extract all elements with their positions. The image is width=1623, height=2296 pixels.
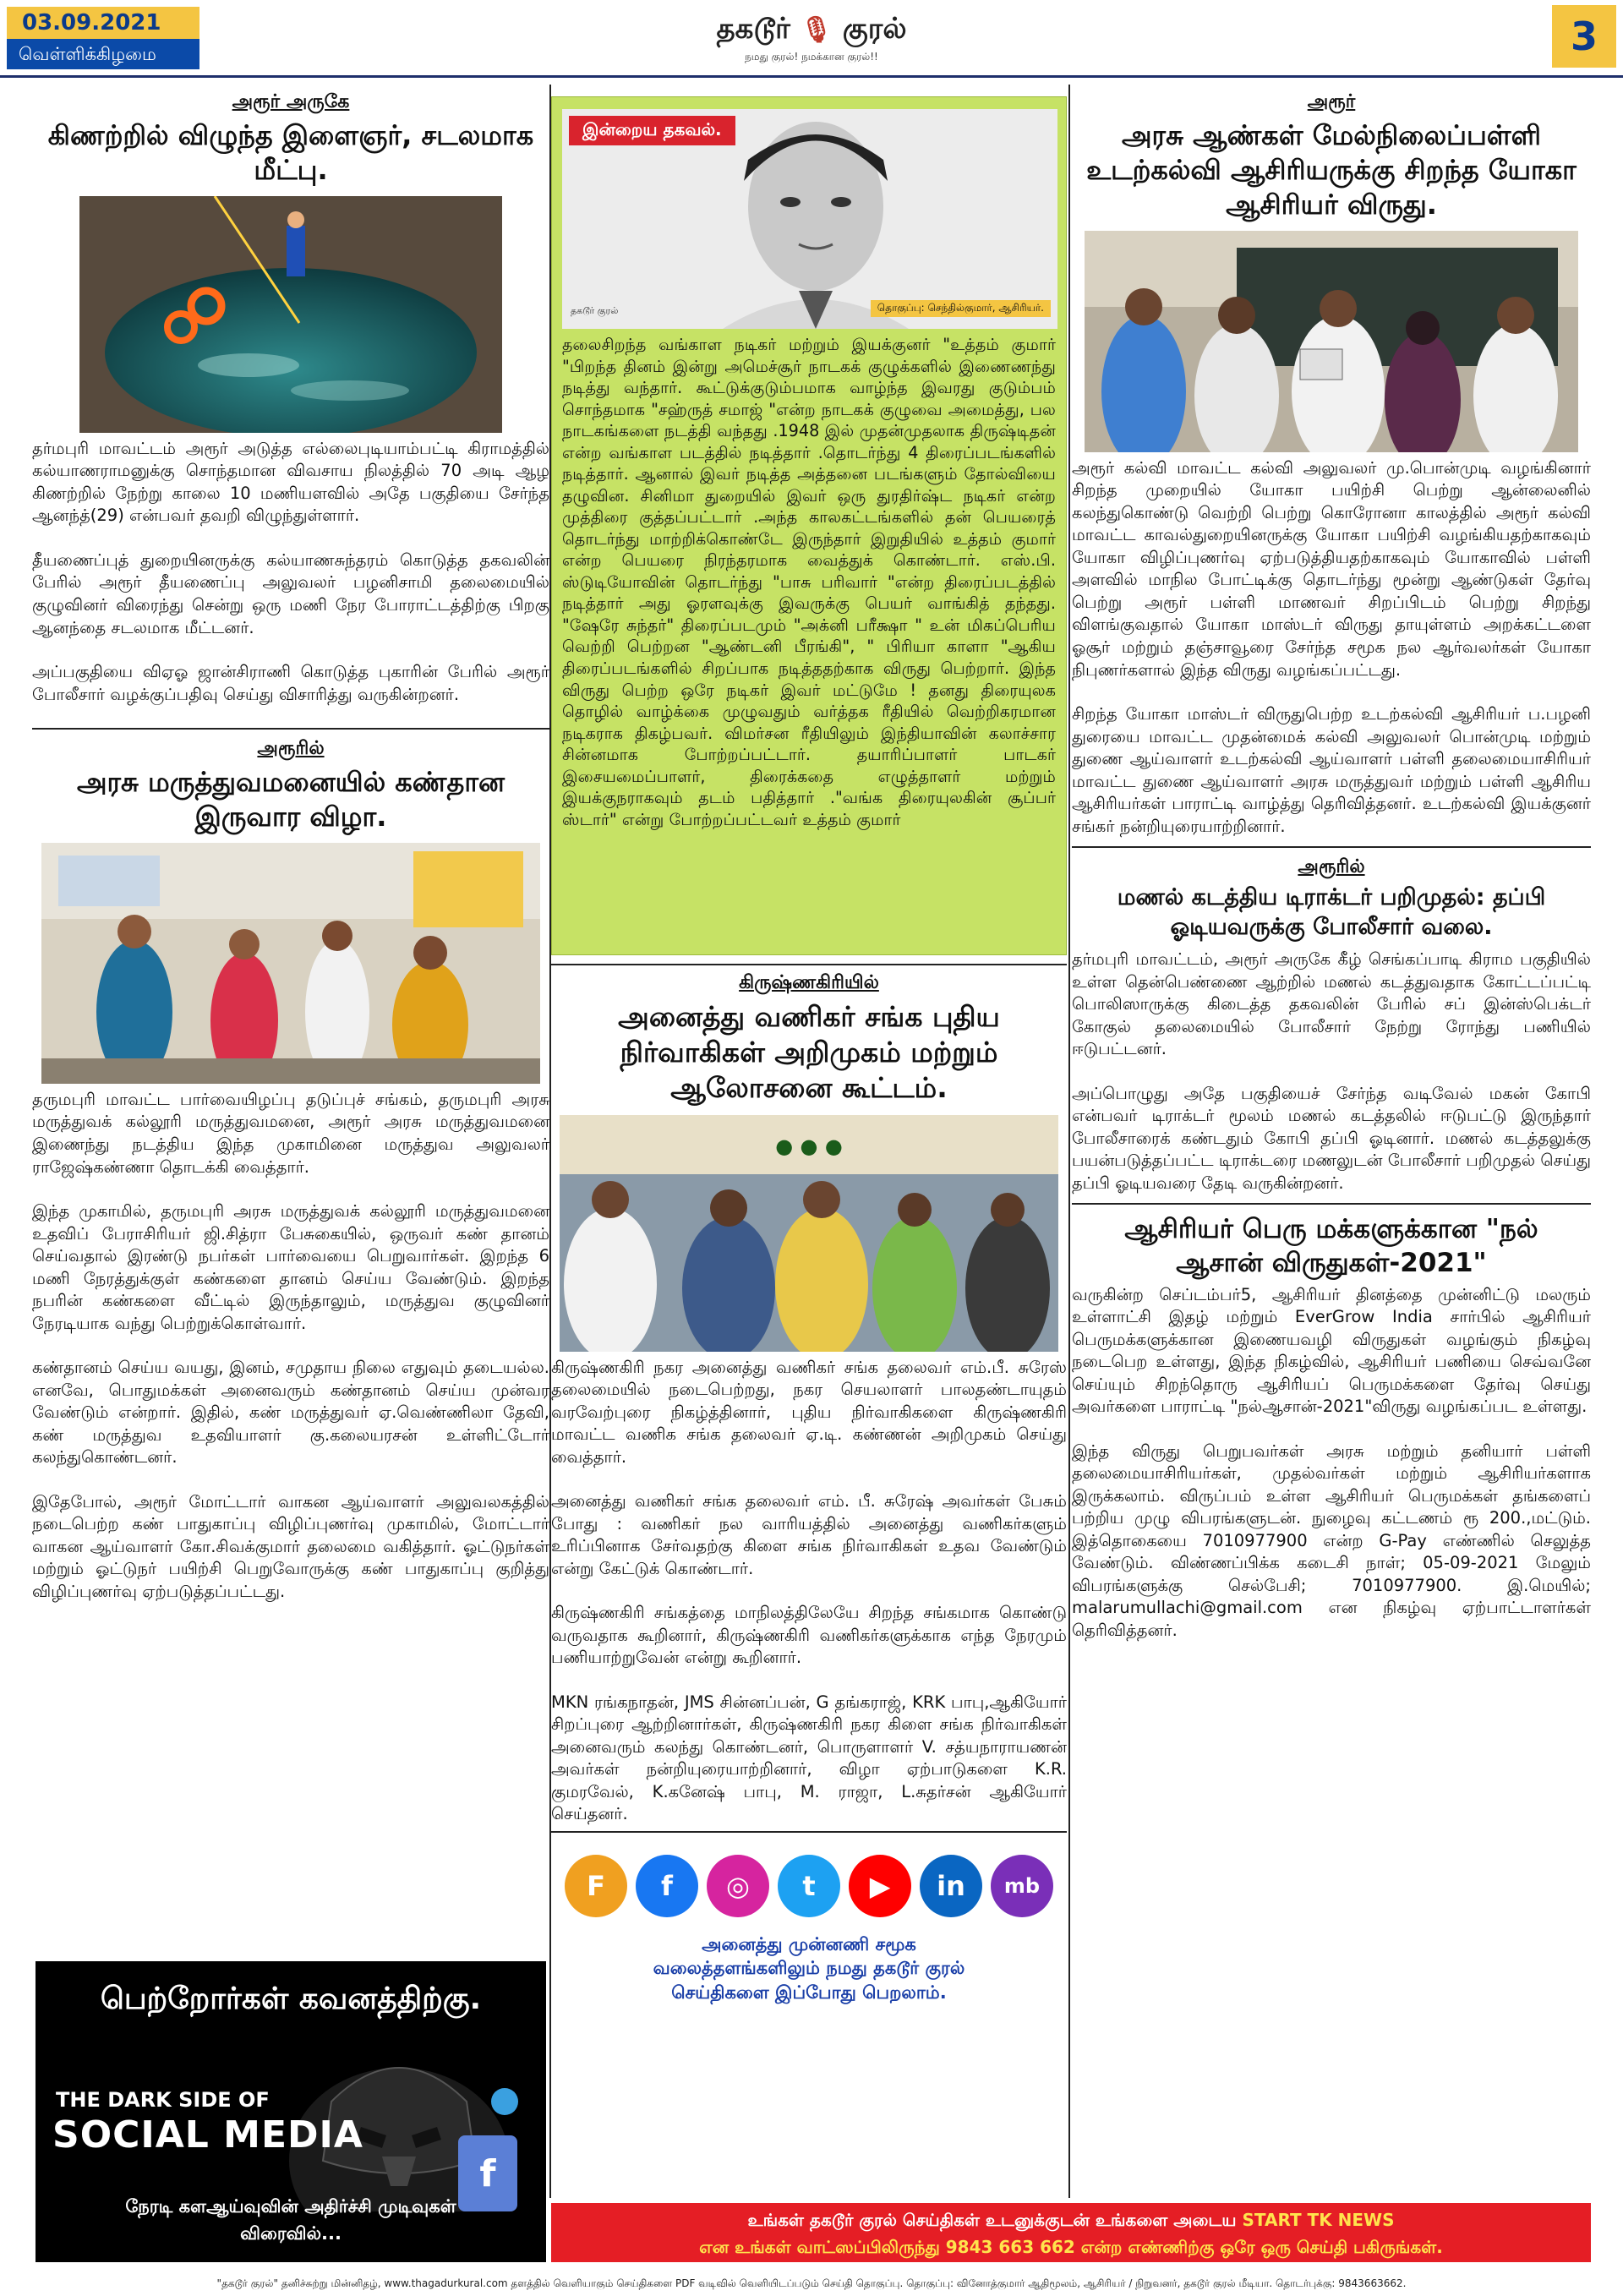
banner-line1-text: உங்கள் தகடூர் குரல் செய்திகள் உடனுக்குடன் உங்களை அடைய [747,2210,1237,2230]
section-divider [1072,1203,1591,1205]
social-caption-line: அனைத்து முன்னணி சமூக [702,1933,916,1954]
column-left [32,85,549,2244]
banner-line2: என உங்கள் வாட்ஸப்பிலிருந்து 9843 663 662 என்ற எண்ணிற்கு ஒரே ஒரு செய்தி பகிருங்கள். [699,2237,1443,2257]
masthead [642,12,981,64]
feature-box [551,96,1067,955]
story-body [551,1357,1067,1826]
story-headline: அரசு ஆண்கள் மேல்நிலைப்பள்ளி உடற்கல்வி ஆசிரியருக்கு சிறந்த யோகா ஆசிரியர் விருது. [1086,119,1577,221]
story-headline: அரசு மருத்துவமனையில் கண்தான இருவார விழா. [76,766,505,834]
section-divider [32,728,549,730]
feature-text: தலைசிறந்த வங்காள நடிகர் மற்றும் இயக்குனர் "உத்தம் குமார் "பிறந்த தினம் இன்று அமெச்சூர் நாடகக் குழுக்களில் இணைணந்து நடித்து வந்தார். கூட்டுக்குடும்பமாக வாழ்ந்த இவரது குடும்பம் சொந்தமாக "சஹ்ருத் சமாஜ் "என்ற நாடகக் குழுவை அமைத்து, பல நாடகங்களை நடத்தி வந்தது .1948 இல் முதன்முதலாக திருஷ்டிதன் என்ற வங்காள படத்தில் நடித்தார் .தொடர்ந்து 4 திரைப்படங்களில் நடித்தார். ஆனால் இவர் நடித்த அத்தனை படங்களும் தோல்வியை தழுவின. சினிமா துறையில் இவர் ஒரு துரதிர்ஷ்ட நடிகர் என்ற முத்திரை குத்தப்பட்டார் .அந்த காலகட்டங்களில் தன் பெயரைத் தொடர்ந்து மாற்றிக்கொண்டே இருந்தார் இறுதியில் உத்தம் குமார் என்ற பெயரை நிரந்தரமாக வைத்துக் கொண்டார். எஸ்.பி. ஸ்டுடியோவின் தொடர்ந்து "பாசு பரிவார் "என்ற திரைப்படத்தில் நடித்தார் அது ஓரளவுக்கு இவருக்கு பெயர் வாங்கித் தந்தது. "ஷேரே சுந்தர்" திரைப்படமும் "அக்னி பரீக்ஷா " உன் மிகப்பெரிய வெற்றி பெற்றன "ஆண்டனி பீரங்கி", " பிரியா காளா "ஆகிய திரைப்படங்களில் சிறப்பாக நடித்ததற்காக விருது பெற்றார். இந்த விருது பெற்ற ஒரே நடிகர் இவர் மட்டுமே ! தனது திரையுலக தொழில் வாழ்க்கை முழுவதும் வர்த்தக ரீதியில் வெற்றிகரமான நடிகராக திகழ்பவர். விமர்சன ரீதியிலும் இந்தியாவின் கலாச்சார சின்னமாக போற்றப்பட்டார். தயாரிப்பாளர் பாடகர் இசையமைப்பாளர், திரைக்கதை எழுத்தாளர் மற்றும் இயக்குநராகவும் தடம் பதித்தார் ."வங்க திரையுலகின் சூப்பர் ஸ்டார்" என்று போற்றப்பட்டவர் உத்தம் குமார் [562,335,1056,829]
story-headline: கிணற்றில் விழுந்த இளைஞர், சடலமாக மீட்பு. [47,119,534,186]
masthead-left: தகடூர் [716,12,790,46]
feature-portrait [562,109,1057,329]
story-headline: மணல் கடத்திய டிராக்டர் பறிமுதல்: தப்பி ஓடியவருக்கு போலீசார் வலை. [1117,884,1546,940]
story-kicker: அரூர் [1307,91,1356,112]
social-media-promo [551,1855,1067,2004]
column-right [1072,85,1591,1664]
column-divider-right [1068,85,1070,2198]
story-paragraph: கிருஷ்ணகிரி சங்கத்தை மாநிலத்திலேயே சிறந்த சங்கமாக கொண்டு வருவதாக கூறினார், கிருஷ்ணகிரி வணிகர்களுக்காக எந்த நேரமும் பணியாற்றுவேன் என்று கூறினார். [551,1603,1067,1668]
ad-line1: THE DARK SIDE OF [56,2088,270,2112]
story-kicker: கிருஷ்ணகிரியில் [739,972,879,993]
story-eye-donation [32,738,549,1603]
story-paragraph: தீயணைப்புத் துறையினருக்கு கல்யாணசுந்தரம் கொடுத்த தகவலின் பேரில் அரூர் தீயணைப்பு அலுவலர் பழனிசாமி தலைமையில் குழுவினர் விரைந்து சென்று ஒரு மணி நேர போராட்டத்திற்கு பிறகு ஆனந்தை சடலமாக மீட்டனர். [32,549,549,637]
story-well-rescue [32,91,549,706]
well-rescue-photo [79,196,502,433]
section-divider [1072,846,1591,848]
microphone-icon: 🎙 [800,15,833,45]
story-traders-meeting [551,972,1067,1826]
social-media-ad [36,1961,546,2262]
traders-meeting-photo [560,1115,1058,1352]
story-paragraph: இந்த முகாமில், தருமபுரி அரசு மருத்துவக் கல்லூரி மருத்துவமனை உதவிப் பேராசிரியர் ஜி.சித்ரா பேசுகையில், ஒருவர் கண் தானம் செய்வதால் இரண்டு நபர்கள் பார்வையை பெறுவார்கள். இறந்த 6 மணி நேரத்துக்குள் கண்களை தானம் செய்ய வேண்டும். இறந்த நபரின் கண்களை வீட்டில் இருந்தாலும், மருத்துவ குழுவினர் நேரடியாக வந்து பெற்றுக்கொள்வார். [32,1201,549,1333]
page-footer: "தகடூர் குரல்" தனிச்சுற்று மின்னிதழ், www.thagadurkural.com தளத்தில் வெளியாகும் செய்திகளை PDF வடிவில் வெளியிடப்படும் செய்தி தொகுப்பு. தொகுப்பு: வினோத்குமார் ஆதிமூலம், ஆசிரியர் / நிறுவனர், தகடூர் குரல் மீடியா. தொடர்புக்கு: 9843663662. [216,2277,1407,2289]
feature-tag: இன்றைய தகவல். [569,116,735,145]
instagram-icon[interactable]: ◎ [707,1855,769,1917]
issue-day: வெள்ளிக்கிழமை [7,39,199,69]
section-divider [551,1831,1067,1833]
banner-line1 [551,2206,1591,2233]
youtube-icon[interactable]: ▶ [849,1855,911,1917]
ad-sub1: நேரடி களஆய்வுவின் அதிர்ச்சி முடிவுகள் [125,2196,456,2217]
story-headline: அனைத்து வணிகர் சங்க புதிய நிர்வாகிகள் அறிமுகம் மற்றும் ஆலோசனை கூட்டம். [618,1000,1000,1105]
story-paragraph: வருகின்ற செப்டம்பர்5, ஆசிரியர் தினத்தை முன்னிட்டு மலரும் உள்ளாட்சி இதழ் மற்றும் EverGrow India சார்பில் ஆசிரியர் பெருமக்களுக்கான இணையவழி விருதுகள் வழங்கும் நிகழ்வு நடைபெற உள்ளது, இந்த நிகழ்வில், ஆசிரியர் பணியை செவ்வனே செய்யும் சிறந்தொரு ஆசிரியப் பெருமக்களை தேர்வு செய்து அவர்களை பாராட்டி "நல்ஆசான்-2021"விருது வழங்கப்பட உள்ளது. [1072,1284,1591,1417]
social-caption-line: செய்திகளை இப்போது பெறலாம். [671,1982,947,2003]
story-paragraph: தருமபுரி மாவட்ட பார்வையிழப்பு தடுப்புச் சங்கம், தருமபுரி அரசு மருத்துவக் கல்லூரி மருத்துவமனை, அரூர் அரசு மருத்துவமனை இணைந்து நடத்திய இந்த முகாமினை மருத்துவ அலுவலர் ராஜேஷ்கண்ணா தொடக்கி வைத்தார். [32,1089,549,1177]
story-paragraph: இதேபோல், அரூர் மோட்டார் வாகன ஆய்வாளர் அலுவலகத்தில் நடைபெற்ற கண் பாதுகாப்பு விழிப்புணர்வு முகாமில், மோட்டார் வாகன ஆய்வாளர் கோ.சிவக்குமார் தலைமை வகித்தார். ஓட்டுநர்கள் மற்றும் ஓட்டுநர் பயிற்சி பெறுவோருக்கு கண் பாதுகாப்பு குறித்து விழிப்புணர்வு ஏற்படுத்தப்பட்டது. [32,1491,549,1601]
story-kicker: அரூரில் [257,738,325,760]
story-yoga-award [1072,91,1591,838]
story-paragraph: தர்மபுரி மாவட்டம், அரூர் அருகே கீழ் செங்கப்பாடி கிராம பகுதியில் உள்ள தென்பெண்ணை ஆற்றில் மணல் கடத்துவதாக கோட்டப்பட்டி பொலிஸாருக்கு கிடைத்த தகவலின் பேரில் சப் இன்ஸ்பெக்டர் கோகுல் தலைமையில் போலீசார் நேற்று ரோந்து பணியில் ஈடுபட்டனர். [1072,949,1591,1059]
story-paragraph: இந்த விருது பெறுபவர்கள் அரசு மற்றும் தனியார் பள்ளி தலைமையாசிரியர்கள், முதல்வர்கள் மற்றும் ஆசிரியர்களாக இருக்கலாம். விருப்பம் உள்ள ஆசிரியர் பெருமக்கள் தங்களைப் பற்றிய முழு விபரங்களுடன். நுழைவு கட்டணம் ரூ 200.,மட்டும். இத்தொகையை 7010977900 என்ற G-Pay எண்ணில் செலுத்த வேண்டும். விண்ணப்பிக்க கடைசி நாள்; 05-09-2021 மேலும் விபரங்களுக்கு செல்பேசி; 7010977900. இ.மெயில்; malarumullachi@gmail.com என நிகழ்வு ஏற்பாட்டாளர்கள் தெரிவித்தனர். [1072,1440,1591,1640]
masthead-title [642,12,981,49]
svg-text:f: f [479,2152,496,2195]
story-paragraph: அரூர் கல்வி மாவட்ட கல்வி அலுவலர் மு.பொன்முடி வழங்கினார் சிறந்த முறையில் யோகா பயிற்சி பெற்று ஆன்லைனில் கலந்துகொண்டு வெற்றி பெற்று கொரோனா காலத்தில் அரூர் கல்வி மாவட்ட காவல்துறையினருக்கு யோகா பயிற்சி வழங்கியதற்காகவும் யோகா விழிப்புணர்வு ஏற்படுத்தியதற்காகவும் யோகாவில் பள்ளி அளவில் மாநில போட்டிக்கு தொடர்ந்து மூன்று ஆண்டுகள் தேர்வு பெற்று அரூர் பள்ளி மாணவர் சிறப்பிடம் பெற்று சிறந்து விளங்குவதால் யோகா மாஸ்டர் விருது தாயுள்ளம் அறக்கட்டளை ஓசூர் மற்றும் தஞ்சாவூரை சேர்ந்த சமூக நல ஆர்வலர்கள் யோகா நிபுணர்களால் இந்த விருது வழங்கப்பட்டது. [1072,457,1591,680]
story-body [32,1089,549,1603]
story-kicker: அரூர் அருகே [232,91,350,112]
story-paragraph: சிறந்த யோகா மாஸ்டர் விருதுபெற்ற உடற்கல்வி ஆசிரியர் ப.பழனி துரையை மாவட்ட முதன்மைக் கல்வி அலுவலர் பொன்முடி மற்றும் துணை ஆய்வாளர் உடற்கல்வி ஆய்வாளர் பள்ளி தலைமையாசிரியர் மாவட்ட துணை ஆய்வாளர் அரசு மருத்துவர் மற்றும் பள்ளி ஆசிரிய ஆசிரியர்கள் பாராட்டி வாழ்த்து தெரிவித்தனர். உடற்கல்வி இயக்குனர் சங்கர் நன்றியுரையாற்றினார். [1072,704,1591,836]
svg-text:● ● ●: ● ● ● [775,1134,843,1158]
story-body [1072,948,1591,1194]
story-paragraph: தர்மபுரி மாவட்டம் அரூர் அடுத்த எல்லைபுடியாம்பட்டி கிராமத்தில் கல்யாணராமனுக்கு சொந்தமான விவசாய நிலத்தில் 70 அடி ஆழ கிணற்றில் நேற்று காலை 10 மணியளவில் அதே பகுதியை சேர்ந்த ஆனந்த்(29) என்பவர் தவறி விழுந்துள்ளார். [32,438,549,526]
page-number: 3 [1552,5,1616,68]
social-icon-row [551,1855,1067,1917]
social-app-icon[interactable]: F [565,1855,627,1917]
twitter-icon[interactable]: t [778,1855,840,1917]
story-paragraph: MKN ரங்கநாதன், JMS சின்னப்பன், G தங்கராஜ், KRK பாபு,ஆகியோர் சிறப்புரை ஆற்றினார்கள், கிருஷ்ணகிரி நகர கிளை சங்க நிர்வாகிகள் அனைவரும் கலந்து கொண்டனர், பொருளாளர் V. சத்யநாராயணன் அவர்கள் நன்றியுரையாற்றினார், விழா ஏற்பாடுகளை K.R. குமரவேல், K.கனேஷ் பாபு, M. ராஜா, L.சுதர்சன் ஆகியோர் செய்தனர். [551,1692,1067,1824]
column-middle [551,85,1067,2004]
mb-app-icon[interactable]: mb [991,1855,1053,1917]
feature-logo: தகடூர் குரல் [571,305,619,316]
facebook-icon[interactable]: f [636,1855,698,1917]
story-paragraph: அப்பகுதியை விஏஓ ஜான்சிராணி கொடுத்த புகாரின் பேரில் அரூர் போலீசார் வழக்குப்பதிவு செய்து விசாரித்து வருகின்றனர். [32,662,549,704]
ad-sub2: விரைவில்... [240,2223,342,2244]
ad-line2: SOCIAL MEDIA [52,2113,363,2157]
story-paragraph: கண்தானம் செய்ய வயது, இனம், சமுதாய நிலை எதுவும் தடையல்ல. எனவே, பொதுமக்கள் அனைவரும் கண்தானம் செய்ய முன்வர வேண்டும் என்றார். இதில், கண் மருத்துவர் ஏ.வெண்ணிலா தேவி, கண் மருத்துவ உதவியாளர் கு.கலையரசன் உள்ளிட்டோர் கலந்துகொண்டனர். [32,1358,549,1468]
issue-date: 03.09.2021 [7,7,199,39]
story-body [32,438,549,706]
yoga-award-photo [1085,231,1578,452]
story-paragraph: அப்பொழுது அதே பகுதியைச் சேர்ந்த வடிவேல் மகன் கோபி என்பவர் டிராக்டர் மூலம் மணல் கடத்தலில் ஈடுபட்டு இருந்தார் போலீசாரைக் கண்டதும் கோபி தப்பி ஓடினார். மணல் கடத்தலுக்கு பயன்படுத்தப்பட்ட டிராக்டரை மணலுடன் போலீசார் பறிமுதல் செய்து தப்பி ஓடியவரை தேடி வருகின்றனர். [1072,1083,1591,1193]
feature-credit: தொகுப்பு: செந்தில்குமார், ஆசிரியர். [871,300,1051,317]
eye-donation-photo [41,843,540,1084]
story-body [1072,457,1591,838]
date-box [7,7,199,69]
masthead-tagline: நமது குரல்! நமக்கான குரல்!! [745,51,878,63]
social-caption [551,1932,1067,2004]
story-paragraph: கிருஷ்ணகிரி நகர அனைத்து வணிகர் சங்க தலைவர் எம்.பீ. சுரேஸ் தலைமையில் நடைபெற்றது, நகர செயலாளர் பாலதண்டாயுதம் வரவேற்புரை நிகழ்த்தினார், புதிய நிர்வாகிகளை கிருஷ்ணகிரி மாவட்ட வணிக சங்க தலைவர் ஏ.டி. கண்ணன் அறிமுகம் செய்து வைத்தார். [551,1357,1067,1467]
linkedin-icon[interactable]: in [920,1855,982,1917]
whatsapp-subscribe-banner [551,2203,1591,2262]
masthead-right: குரல் [842,12,907,46]
section-divider [551,964,1067,965]
banner-keyword: START TK NEWS [1242,2210,1395,2230]
ad-title: பெற்றோர்கள் கவனத்திற்கு. [100,1982,482,2016]
story-body [1072,1284,1591,1643]
story-sand-smuggling [1072,856,1591,1194]
social-caption-line: வலைத்தளங்களிலும் நமது தகடூர் குரல் [653,1958,965,1979]
story-paragraph: அனைத்து வணிகர் சங்க தலைவர் எம். பீ. சுரேஷ் அவர்கள் பேசும் போது : வணிகர் நல வாரியத்தில் அனைத்து வணிகர்களும் உரிப்பினாக சேர்வதற்கு கிளை சங்க நிர்வாகிகள் உதவ வேண்டும் என்று கேட்டுக் கொண்டார். [551,1491,1067,1578]
story-kicker: அரூரில் [1298,856,1365,878]
story-headline: ஆசிரியர் பெரு மக்களுக்கான "நல் ஆசான் விருதுகள்-2021" [1124,1214,1538,1279]
story-teacher-awards [1072,1213,1591,1642]
page-header [0,0,1623,78]
